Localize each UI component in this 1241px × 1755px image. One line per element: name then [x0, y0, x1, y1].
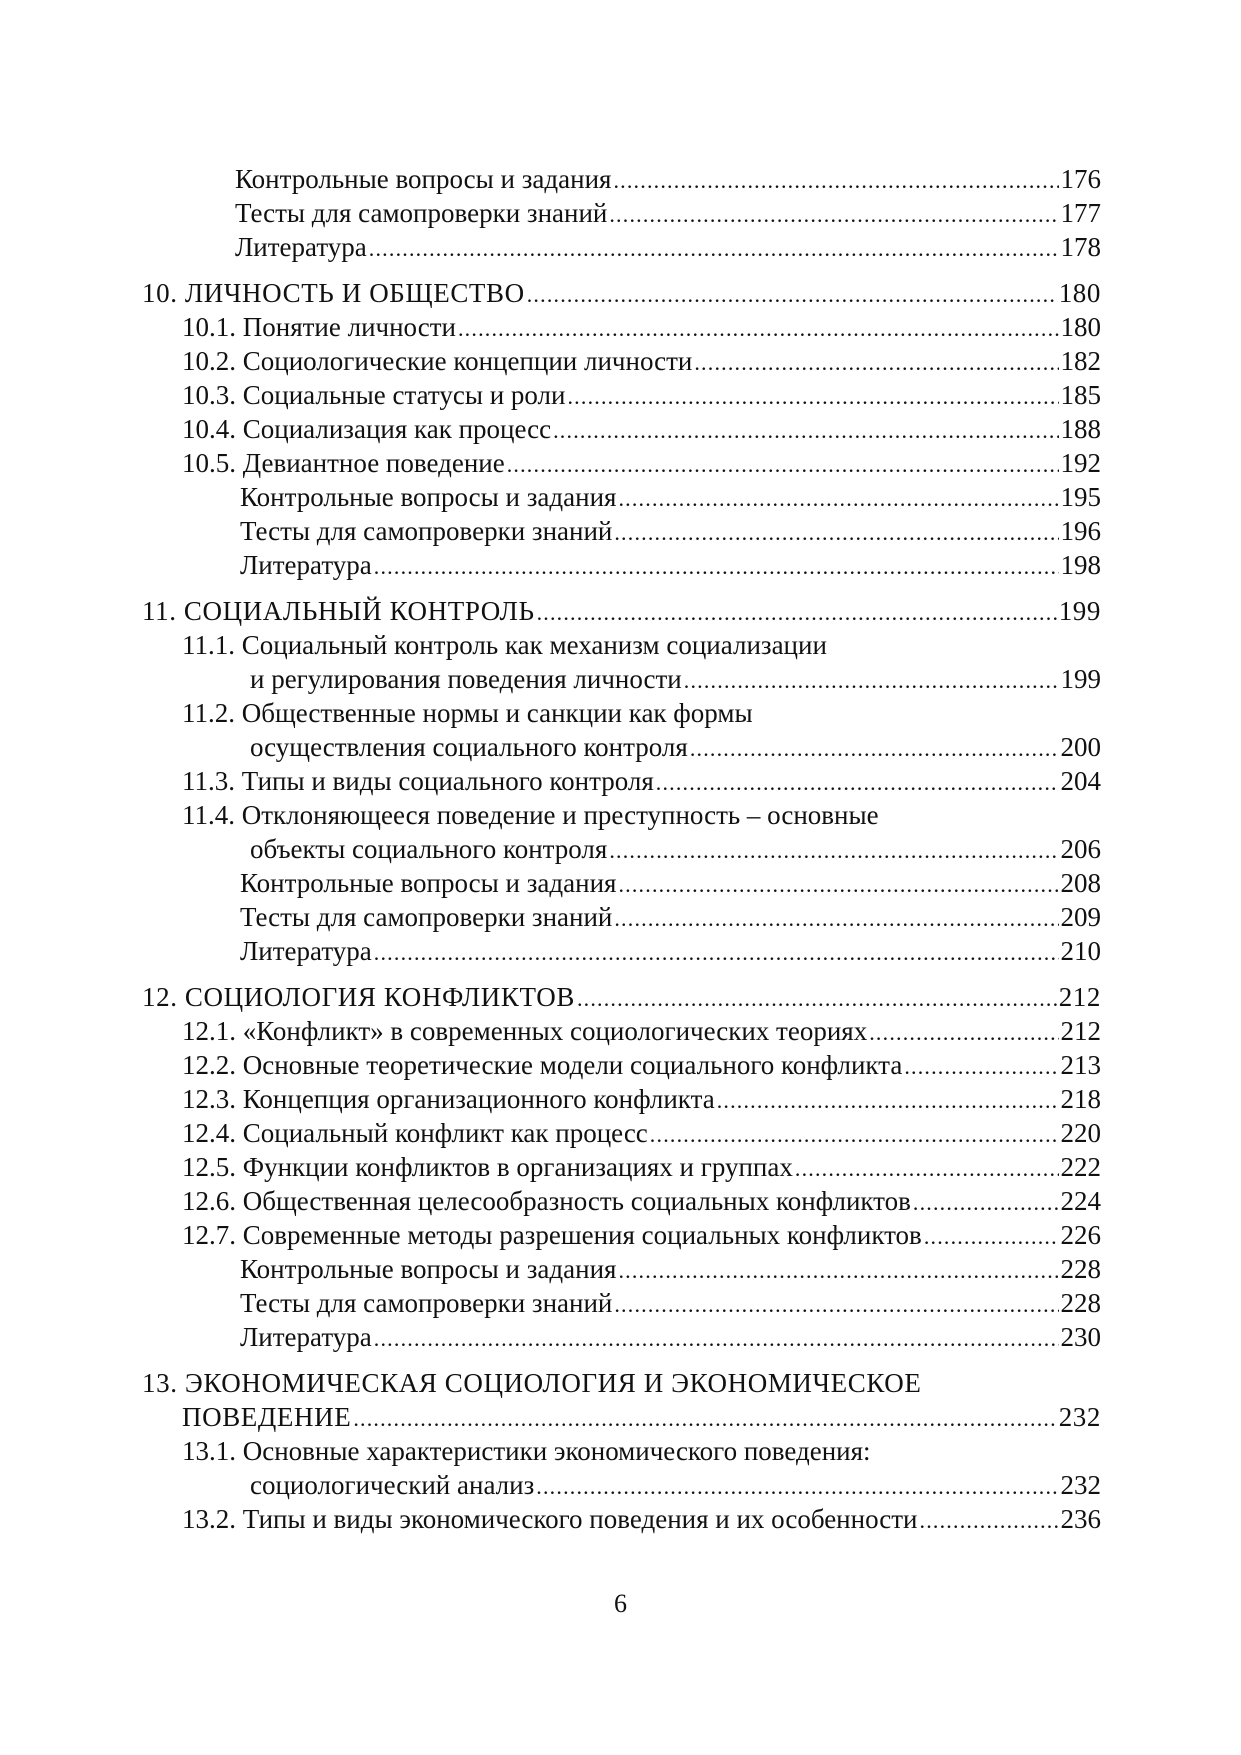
toc-section-title: осуществления социального контроля — [250, 732, 688, 762]
toc-entry-page: 212 — [1058, 982, 1101, 1012]
toc-section-title: 10.2. Социологические концепции личности — [182, 346, 693, 376]
toc-section — [182, 1503, 1101, 1535]
toc-entry-page: 222 — [1060, 1152, 1101, 1182]
toc-entry-page: 232 — [1060, 1470, 1101, 1500]
toc-chapter-title: 12. СОЦИОЛОГИЯ КОНФЛИКТОВ — [142, 982, 575, 1012]
toc-chapter-title: 13. ЭКОНОМИЧЕСКАЯ СОЦИОЛОГИЯ И ЭКОНОМИЧЕСКОЕ — [142, 1368, 922, 1398]
toc-section-title: 11.4. Отклоняющееся поведение и преступность – основные — [182, 800, 879, 830]
toc-section-title: и регулирования поведения личности — [250, 664, 682, 694]
toc-section-title: социологический анализ — [250, 1470, 535, 1500]
toc-section-title: 12.7. Современные методы разрешения социальных конфликтов — [182, 1220, 922, 1250]
toc-section-continuation — [250, 1469, 1101, 1501]
toc-entry-page: 199 — [1058, 596, 1101, 626]
toc-entry-page: 224 — [1060, 1186, 1101, 1216]
toc-entry — [240, 515, 1101, 547]
toc-section — [182, 1185, 1101, 1217]
toc-section-title: 12.2. Основные теоретические модели социального конфликта — [182, 1050, 903, 1080]
toc-entry-page: 208 — [1060, 868, 1101, 898]
toc-entry-title: Контрольные вопросы и задания — [235, 164, 612, 194]
toc-entry-page: 220 — [1060, 1118, 1101, 1148]
toc-entry-title: Литература — [240, 550, 372, 580]
toc-section — [182, 1151, 1101, 1183]
toc-entry — [240, 549, 1101, 581]
toc-section — [182, 697, 1101, 729]
toc-entry-title: Литература — [240, 936, 372, 966]
toc-section-title: 10.3. Социальные статусы и роли — [182, 380, 566, 410]
toc-entry — [235, 163, 1101, 195]
toc-entry — [240, 481, 1101, 513]
toc-section-title: 13.1. Основные характеристики экономического поведения: — [182, 1436, 871, 1466]
toc-section-title: 13.2. Типы и виды экономического поведения и их особенности — [182, 1504, 918, 1534]
toc-section-title: 11.1. Социальный контроль как механизм социализации — [182, 630, 827, 660]
toc-section-title: 10.5. Девиантное поведение — [182, 448, 505, 478]
toc-entry-page: 188 — [1060, 414, 1101, 444]
toc-entry-title: Контрольные вопросы и задания — [240, 482, 617, 512]
toc-section-continuation — [250, 663, 1101, 695]
toc-entry-page: 213 — [1060, 1050, 1101, 1080]
toc-section-continuation — [250, 833, 1101, 865]
toc-entry-page: 177 — [1060, 198, 1101, 228]
toc-entry-page: 180 — [1060, 312, 1101, 342]
toc-chapter-title: 10. ЛИЧНОСТЬ И ОБЩЕСТВО — [142, 278, 525, 308]
toc-entry-page: 206 — [1060, 834, 1101, 864]
toc-chapter — [142, 1367, 1101, 1399]
toc-section — [182, 1117, 1101, 1149]
toc-section — [182, 1219, 1101, 1251]
toc-entry-title: Тесты для самопроверки знаний — [240, 516, 613, 546]
toc-section-title: 10.4. Социализация как процесс — [182, 414, 552, 444]
toc-entry-page: 178 — [1060, 232, 1101, 262]
toc-entry-title: Тесты для самопроверки знаний — [240, 1288, 613, 1318]
toc-section — [182, 311, 1101, 343]
toc-entry-page: 236 — [1060, 1504, 1101, 1534]
toc-entry — [240, 1287, 1101, 1319]
toc-section-title: 12.3. Концепция организационного конфликта — [182, 1084, 715, 1114]
toc-entry-page: 232 — [1058, 1402, 1101, 1432]
toc-section — [182, 413, 1101, 445]
toc-entry — [240, 867, 1101, 899]
toc-entry-page: 180 — [1058, 278, 1101, 308]
toc-section — [182, 345, 1101, 377]
toc-entry-page: 182 — [1060, 346, 1101, 376]
toc-entry — [240, 1321, 1101, 1353]
toc-section — [182, 1049, 1101, 1081]
toc-chapter — [142, 277, 1101, 309]
toc-entry-page: 210 — [1060, 936, 1101, 966]
toc-entry-title: Контрольные вопросы и задания — [240, 868, 617, 898]
toc-section — [182, 1435, 1101, 1467]
toc-entry-page: 226 — [1060, 1220, 1101, 1250]
toc-entry-page: 195 — [1060, 482, 1101, 512]
toc-entry-page: 192 — [1060, 448, 1101, 478]
toc-entry-page: 199 — [1060, 664, 1101, 694]
toc-entry-title: Тесты для самопроверки знаний — [235, 198, 608, 228]
toc-entry-page: 185 — [1060, 380, 1101, 410]
toc-section — [182, 1083, 1101, 1115]
toc-chapter-continuation — [182, 1401, 1101, 1433]
toc-entry-page: 228 — [1060, 1288, 1101, 1318]
toc-section-continuation — [250, 731, 1101, 763]
toc-entry-page: 209 — [1060, 902, 1101, 932]
toc-section-title: 12.1. «Конфликт» в современных социологических теориях — [182, 1016, 868, 1046]
toc-section — [182, 765, 1101, 797]
toc-entry-title: Тесты для самопроверки знаний — [240, 902, 613, 932]
toc-chapter — [142, 595, 1101, 627]
page-number: 6 — [614, 1589, 627, 1618]
toc-entry-title: Контрольные вопросы и задания — [240, 1254, 617, 1284]
toc-section — [182, 1015, 1101, 1047]
toc-section — [182, 379, 1101, 411]
toc-section-title: 12.4. Социальный конфликт как процесс — [182, 1118, 648, 1148]
toc-entry — [235, 231, 1101, 263]
toc-entry — [240, 1253, 1101, 1285]
toc-entry-page: 230 — [1060, 1322, 1101, 1352]
toc-section — [182, 799, 1101, 831]
toc-entry-page: 200 — [1060, 732, 1101, 762]
toc-entry-page: 176 — [1060, 164, 1101, 194]
toc-section-title: 11.3. Типы и виды социального контроля — [182, 766, 654, 796]
toc-section-title: объекты социального контроля — [250, 834, 608, 864]
toc-entry — [240, 935, 1101, 967]
toc-entry-page: 228 — [1060, 1254, 1101, 1284]
toc-entry-page: 204 — [1060, 766, 1101, 796]
toc-entry — [235, 197, 1101, 229]
toc-section — [182, 447, 1101, 479]
toc-entry-title: Литература — [235, 232, 367, 262]
toc-chapter — [142, 981, 1101, 1013]
toc-entry-page: 198 — [1060, 550, 1101, 580]
toc-section-title: 11.2. Общественные нормы и санкции как формы — [182, 698, 753, 728]
toc-entry-page: 212 — [1060, 1016, 1101, 1046]
toc-section-title: 12.6. Общественная целесообразность социальных конфликтов — [182, 1186, 911, 1216]
toc-entry-page: 218 — [1060, 1084, 1101, 1114]
toc-chapter-title: 11. СОЦИАЛЬНЫЙ КОНТРОЛЬ — [142, 596, 535, 626]
toc-section — [182, 629, 1101, 661]
toc-entry — [240, 901, 1101, 933]
toc-section-title: 12.5. Функции конфликтов в организациях и группах — [182, 1152, 793, 1182]
toc-chapter-title: ПОВЕДЕНИЕ — [182, 1402, 352, 1432]
toc-section-title: 10.1. Понятие личности — [182, 312, 456, 342]
toc-entry-page: 196 — [1060, 516, 1101, 546]
toc-entry-title: Литература — [240, 1322, 372, 1352]
